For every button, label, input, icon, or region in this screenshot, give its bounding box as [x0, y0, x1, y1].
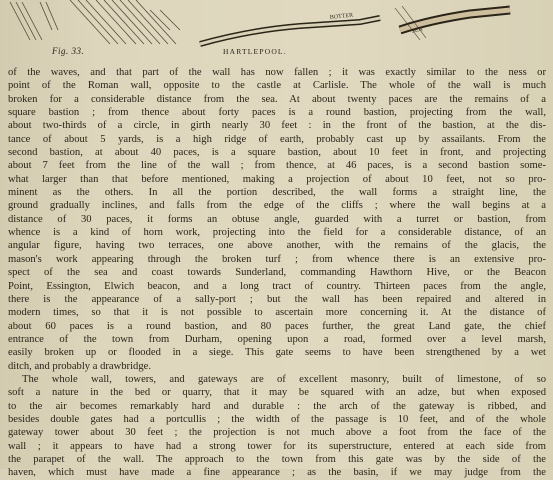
text-line: about 60 paces is a round bastion, and 80 paces further, the great Land gate, the chief: [8, 320, 546, 332]
text-line: mason's work appearing through the broken turf ; from whence there is an extensive pro-: [8, 253, 546, 265]
text-line: besides double gates had a portcullis ; the width of the passage is 10 feet, and of the whole: [8, 413, 546, 425]
text-line: angular figure, having two terraces, one above another, with the remains of the glacis, the: [8, 240, 546, 252]
text-line: to the air becomes remarkably hard and durable : the arch of the gateway is ribbed, and: [8, 400, 546, 412]
text-line: soft a nature in the bed or quarry, that it may be squared with an adze, but when exposed: [8, 387, 546, 399]
map-figure: [0, 0, 553, 44]
text-line: tance of about 5 yards, is a high ridge of earth, probably cast up by assailants. From the: [8, 133, 546, 145]
text-line: ground gradually inclines, and falls from the edge of the cliffs ; where the wall begins at a: [8, 200, 546, 212]
text-line: broken for a considerable distance from the sea. At about twenty paces are the remains of a: [8, 93, 546, 105]
text-line: The whole wall, towers, and gateways are of excellent masonry, built of limestone, of so: [22, 373, 546, 385]
text-line: gateway tower about 30 feet ; the projection is not much above a foot from the face of the: [8, 427, 546, 439]
body-text: [8, 66, 546, 480]
text-line: distance of 30 paces, it forms an obtuse angle, guarded with a turret or bastion, from: [8, 213, 546, 225]
paragraph-2: [8, 373, 546, 480]
text-line: minent as the others. In all the portion described, the wall forms a straight line, the: [8, 187, 546, 199]
text-line: easily broken up or flooded in a siege. This gate seems to have been strengthened by a wet: [8, 347, 546, 359]
text-line: haven, which must have made a fine appearance ; as the basin, if we may judge from the: [8, 467, 546, 479]
text-line: wall ; it appears to have had a strong tower for its superstructure, entered at each side from: [8, 440, 546, 452]
text-line: second bastion, at about 40 paces, is a square bastion, about 10 feet in front, and projecting: [8, 147, 546, 159]
running-head: HARTLEPOOL.: [223, 47, 287, 56]
text-line: whence is a kind of horn work, projecting into the field for a considerable distance, of an: [8, 227, 546, 239]
text-line: what larger than that before mentioned, making a projection of about 10 feet, not so pro-: [8, 173, 546, 185]
text-line: entrance of the town from Durham, opening upon a road, formed over a level marsh,: [8, 333, 546, 345]
text-line: Point, Essington, Elwich beacon, and a long tract of country. Thirteen paces from the angle,: [8, 280, 546, 292]
text-line: spect of the sea and coast towards Sunderland, commanding Hawthorn Hive, or the Beacon: [8, 267, 546, 279]
text-line: about 7 feet from the line of the wall ; from thence, at 46 paces, is a second bastion some-: [8, 160, 546, 172]
map-label-sea: SEA: [410, 26, 424, 35]
paragraph-1: [8, 66, 546, 373]
caption-row: [0, 44, 553, 60]
text-line: point of the Roman wall, opposite to the castle at Carlisle. The whole of the wall is much: [8, 80, 546, 92]
map-label-botter: BOTTER: [329, 12, 354, 21]
text-line: modern times, so that it is not possible to ascertain more concerning it. At the distance of: [8, 307, 546, 319]
text-line: square bastion ; from thence about forty paces is a round bastion, projecting from the wall,: [8, 107, 546, 119]
text-line: of the waves, and that part of the wall has now fallen ; it was exactly similar to the ness or: [8, 67, 546, 78]
text-line: there is the appearance of a sally-port ; but the wall has been repaired and altered in: [8, 293, 546, 305]
figure-label: Fig. 33.: [52, 46, 85, 56]
text-line: the parapet of the wall. The approach to the town from this gate was by the side of the: [8, 453, 546, 465]
text-line: ditch, and probably a drawbridge.: [8, 360, 151, 372]
text-line: about two-thirds of a circle, in girth nearly 30 feet : in the front of the bastion, at the dis-: [8, 120, 546, 132]
